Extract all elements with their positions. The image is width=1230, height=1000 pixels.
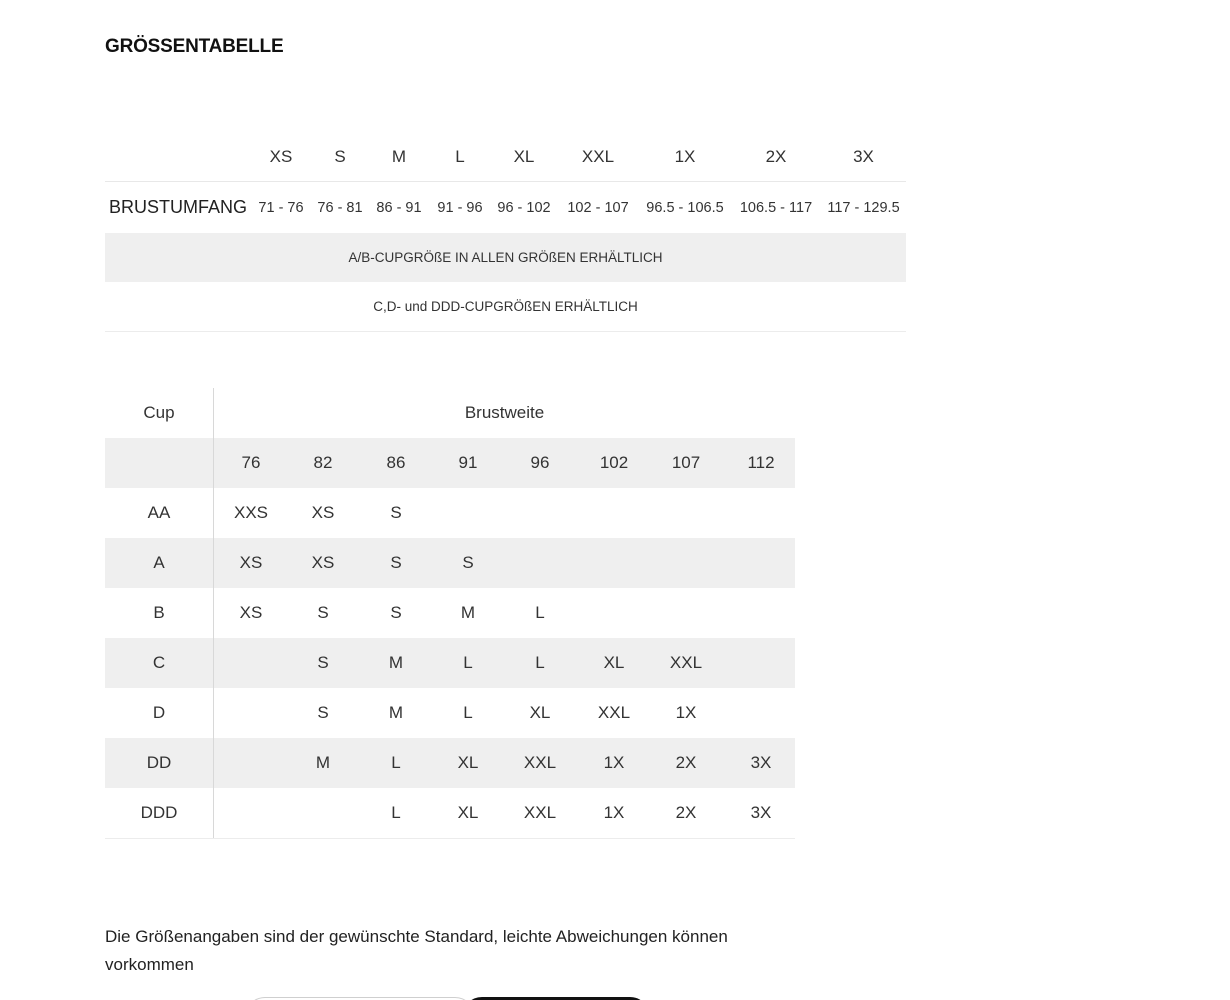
cup-size-table bbox=[105, 388, 795, 839]
width-header-spacer bbox=[105, 438, 214, 488]
size-header-cell: M bbox=[391, 146, 407, 166]
size-cell bbox=[731, 638, 791, 688]
size-cell: 2X bbox=[675, 803, 697, 822]
size-cell bbox=[731, 588, 791, 638]
size-cell bbox=[584, 538, 644, 588]
size-cell: M bbox=[388, 703, 404, 722]
cup-row-ddd bbox=[105, 788, 795, 839]
cup-label: DDD bbox=[105, 788, 214, 838]
size-header-cell: L bbox=[455, 146, 465, 166]
size-cell: XL bbox=[603, 653, 625, 672]
size-cell: XXL bbox=[523, 753, 557, 772]
width-header-row bbox=[105, 438, 795, 488]
size-cell: S bbox=[462, 553, 474, 572]
size-cell: XL bbox=[529, 703, 551, 722]
width-header-cell: 102 bbox=[599, 453, 629, 472]
cup-row-d bbox=[105, 688, 795, 738]
chest-range-cell: 86 - 91 bbox=[376, 199, 422, 216]
size-cell: L bbox=[535, 653, 545, 672]
width-header-cell: 96 bbox=[530, 453, 550, 472]
size-cell: 3X bbox=[750, 753, 772, 772]
width-header-cell: 91 bbox=[458, 453, 478, 472]
size-header-cell: 1X bbox=[674, 146, 696, 166]
chest-range-cell: 76 - 81 bbox=[317, 199, 363, 216]
size-cell bbox=[731, 488, 791, 538]
size-header-cell: XL bbox=[513, 146, 535, 166]
chest-range-cell: 71 - 76 bbox=[258, 199, 304, 216]
ab-cup-note: A/B-CUPGRÖßE IN ALLEN GRÖßEN ERHÄLTLICH bbox=[105, 233, 906, 282]
size-cell: 3X bbox=[750, 803, 772, 822]
size-cell: L bbox=[463, 703, 473, 722]
width-header-cell: 112 bbox=[747, 453, 775, 472]
width-header-cell: 82 bbox=[313, 453, 333, 472]
size-cell bbox=[221, 688, 281, 738]
size-table bbox=[105, 132, 906, 332]
cup-label: DD bbox=[105, 738, 214, 788]
size-cell: S bbox=[317, 653, 329, 672]
chest-row-label: BRUSTUMFANG bbox=[109, 197, 248, 217]
size-cell bbox=[656, 488, 716, 538]
width-header-cell: 86 bbox=[386, 453, 406, 472]
size-cell bbox=[656, 588, 716, 638]
cup-label: AA bbox=[105, 488, 214, 538]
size-cell: L bbox=[463, 653, 473, 672]
size-cell: S bbox=[390, 503, 402, 522]
size-cell: XS bbox=[311, 503, 335, 522]
size-cell: 1X bbox=[603, 803, 625, 822]
size-cell: XS bbox=[239, 603, 263, 622]
size-header-cell: XXL bbox=[581, 146, 615, 166]
size-cell: M bbox=[315, 753, 331, 772]
size-cell bbox=[221, 738, 281, 788]
size-header-cell: 3X bbox=[853, 146, 874, 166]
size-cell: XXS bbox=[233, 503, 269, 522]
size-cell: L bbox=[391, 753, 401, 772]
chest-range-cell: 91 - 96 bbox=[437, 199, 483, 216]
size-header-cell: XS bbox=[269, 146, 293, 166]
size-cell bbox=[731, 538, 791, 588]
cup-label: B bbox=[105, 588, 214, 638]
size-cell bbox=[510, 538, 570, 588]
size-header-row bbox=[105, 132, 906, 182]
chest-range-cell: 102 - 107 bbox=[567, 199, 629, 216]
size-cell bbox=[656, 538, 716, 588]
chest-range-cell: 106.5 - 117 bbox=[739, 199, 813, 216]
size-cell: XXL bbox=[669, 653, 703, 672]
size-cell: 1X bbox=[603, 753, 625, 772]
size-cell: XL bbox=[457, 803, 479, 822]
size-cell: 2X bbox=[675, 753, 697, 772]
cup-label: A bbox=[105, 538, 214, 588]
cup-column-header: Cup bbox=[105, 388, 214, 438]
size-cell bbox=[438, 488, 498, 538]
width-header-cell: 76 bbox=[241, 453, 261, 472]
chest-range-row bbox=[105, 182, 906, 233]
size-cell bbox=[731, 688, 791, 738]
chest-range-cell: 96 - 102 bbox=[497, 199, 551, 216]
cup-row-dd bbox=[105, 738, 795, 788]
cup-row-a bbox=[105, 538, 795, 588]
size-cell: 1X bbox=[675, 703, 697, 722]
cup-row-b bbox=[105, 588, 795, 638]
size-cell bbox=[293, 788, 353, 838]
chest-range-cell: 117 - 129.5 bbox=[827, 199, 900, 216]
size-cell: S bbox=[390, 603, 402, 622]
size-cell: L bbox=[391, 803, 401, 822]
size-cell: S bbox=[317, 603, 329, 622]
cup-row-aa bbox=[105, 488, 795, 538]
page-title: GRÖSSENTABELLE bbox=[105, 36, 284, 57]
size-cell: XS bbox=[311, 553, 335, 572]
cup-table-title-row bbox=[105, 388, 795, 438]
width-header-cell: 107 bbox=[671, 453, 701, 472]
chest-range-cell: 96.5 - 106.5 bbox=[646, 199, 724, 216]
size-cell: M bbox=[460, 603, 476, 622]
size-cell bbox=[584, 488, 644, 538]
size-header-cell: S bbox=[334, 146, 346, 166]
size-cell: XS bbox=[239, 553, 263, 572]
size-cell: L bbox=[535, 603, 545, 622]
size-cell bbox=[584, 588, 644, 638]
size-disclaimer: Die Größenangaben sind der gewünschte Standard, leichte Abweichungen können vorkommen bbox=[105, 927, 728, 974]
size-cell bbox=[510, 488, 570, 538]
size-cell: XXL bbox=[597, 703, 631, 722]
cd-cup-note: C,D- und DDD-CUPGRÖßEN ERHÄLTLICH bbox=[105, 282, 906, 332]
brustweite-header: Brustweite bbox=[464, 403, 545, 422]
cup-row-c bbox=[105, 638, 795, 688]
size-cell: M bbox=[388, 653, 404, 672]
size-cell: S bbox=[317, 703, 329, 722]
size-cell: XXL bbox=[523, 803, 557, 822]
size-cell bbox=[221, 638, 281, 688]
cup-label: D bbox=[105, 688, 214, 738]
size-header-cell: 2X bbox=[765, 146, 787, 166]
size-cell: XL bbox=[457, 753, 479, 772]
size-cell: S bbox=[390, 553, 402, 572]
size-cell bbox=[221, 788, 281, 838]
cup-label: C bbox=[105, 638, 214, 688]
